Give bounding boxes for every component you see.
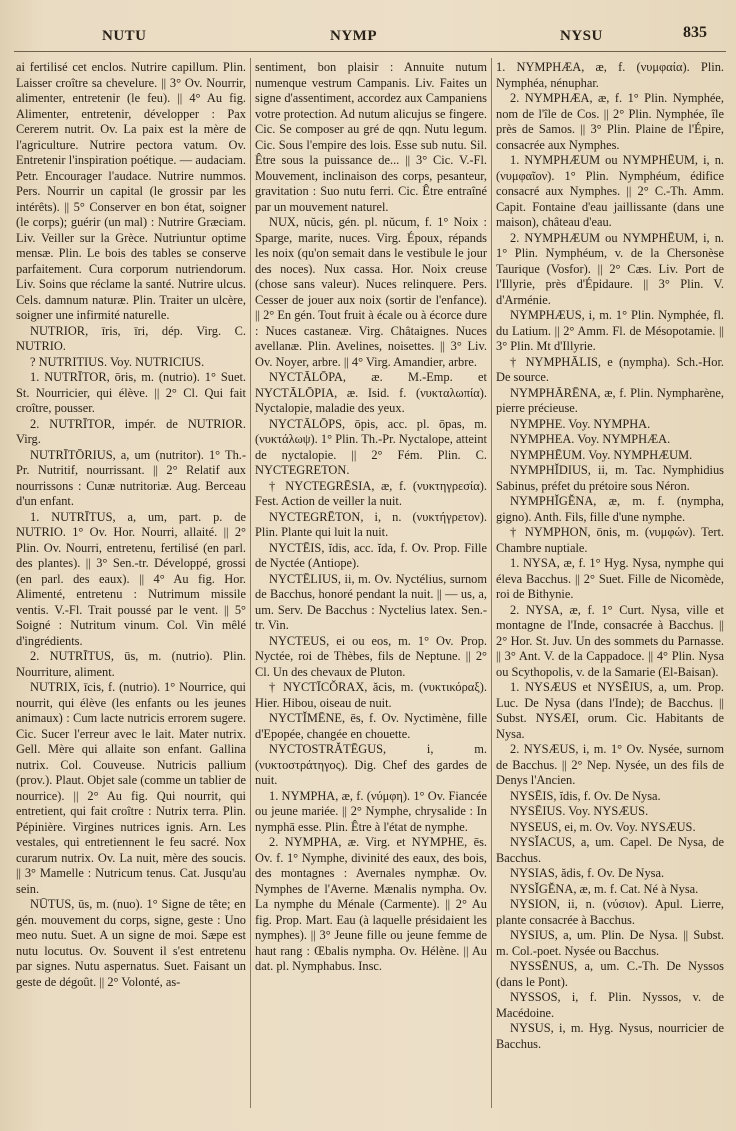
- running-head-right: NYSU: [560, 28, 603, 44]
- dictionary-entry: 1. NYMPHÆA, æ, f. (νυμφαία). Plin. Nymphéa, nénuphar.: [496, 60, 724, 90]
- dictionary-entry: NYSIUS, a, um. Plin. De Nysa. || Subst. m. Col.-poet. Nysée ou Bacchus.: [496, 928, 724, 958]
- dictionary-entry: NYMPHĬDIUS, ii, m. Tac. Nymphidius Sabinus, préfet du prétoire sous Néron.: [496, 463, 724, 493]
- dictionary-entry: NYSUS, i, m. Hyg. Nysus, nourricier de Bacchus.: [496, 1021, 724, 1051]
- dictionary-entry: 2. NYMPHA, æ. Virg. et NYMPHE, ēs. Ov. f. 1° Nymphe, divinité des eaux, des bois, des montagnes : Avernales nymphæ. Ov. Nymphes de l'Averne. Mænalis nympha. Ov. La nymphe du Ménale (Carmente). || 2° Au fig. Prop. Mart. Eau (à laquelle présidaient les nymphes). || 3° Jeune fille ou jeune femme de haut rang : Œbalis nympha. Ov. Hélène. || Au dat. pl. Nymphabus. Insc.: [255, 835, 487, 973]
- dictionary-entry: † NYMPHON, ōnis, m. (νυμφών). Tert. Chambre nuptiale.: [496, 525, 724, 555]
- column-2: [255, 60, 487, 975]
- dictionary-entry: NYCTĀLŌPA, æ. M.-Emp. et NYCTĀLŌPIA, æ. Isid. f. (νυκταλωπία). Nyctalopie, maladie des yeux.: [255, 370, 487, 415]
- dictionary-entry: † NYCTEGRĒSIA, æ, f. (νυκτηγρεσία). Fest. Action de veiller la nuit.: [255, 478, 487, 508]
- dictionary-entry: NYSION, ii, n. (νύσιον). Apul. Lierre, plante consacrée à Bacchus.: [496, 897, 724, 927]
- dictionary-entry: NUTRIX, īcis, f. (nutrio). 1° Nourrice, qui nourrit, qui élève (les enfants ou les jeunes animaux) : Cum lacte nutricis errorem sugere. Cic. Sucer l'erreur avec le lait. Mater nutrix. Gell. Mère qui allaite son enfant. Gallina nutrix. Col. Couveuse. Nutricis pallium (prov.). Plaut. Objet sale (comme un tablier de nourrice). || 2° Au fig. Qui nourrit, qui entretient, qui fait croître : Nutrix terra. Plin. Pépinière. Virgines nutrices ignis. Arn. Les vestales, qui entretiennent le feu sacré. Nox curarum nutrix. Ov. La nuit, mère des soucis. || 3° Mamelle : Nutricum tenus. Cat. Jusqu'au sein.: [16, 680, 246, 896]
- dictionary-entry: NYMPHÆUS, i, m. 1° Plin. Nymphée, fl. du Latium. || 2° Amm. Fl. de Mésopotamie. || 3° Plin. Mt d'Illyrie.: [496, 308, 724, 353]
- dictionary-entry: NYCTOSTRĂTĒGUS, i, m. (νυκτοστράτηγος). Dig. Chef des gardes de nuit.: [255, 742, 487, 787]
- dictionary-entry: 1. NYMPHA, æ, f. (νύμφη). 1° Ov. Fiancée ou jeune mariée. || 2° Nymphe, chrysalide : In nymphā esse. Plin. Être à l'état de nymphe.: [255, 788, 487, 834]
- dictionary-entry: 1. NYMPHÆUM ou NYMPHĒUM, i, n. (νυμφαῖον). 1° Plin. Nymphéum, édifice consacré aux Nymphes. || 2° C.-Th. Amm. Capit. Fontaine d'eau jaillissante (dans une maison), château d'eau.: [496, 153, 724, 229]
- dictionary-entry: NYSSĒNUS, a, um. C.-Th. De Nyssos (dans le Pont).: [496, 959, 724, 989]
- dictionary-entry: † NYCTĪCŎRAX, ăcis, m. (νυκτικόραξ). Hier. Hibou, oiseau de nuit.: [255, 680, 487, 710]
- dictionary-entry: 2. NYMPHÆA, æ, f. 1° Plin. Nymphée, nom de l'île de Cos. || 2° Plin. Nymphée, île près de Samos. || 3° Plin. Plaine de l'Épire, consacrée aux Nymphes.: [496, 91, 724, 152]
- dictionary-entry: 2. NYSA, æ, f. 1° Curt. Nysa, ville et montagne de l'Inde, consacrée à Bacchus. || 2° Hor. St. Juv. Un des sommets du Parnasse. || 3° Ant. V. de la Cappadoce. || 4° Plin. Nysa ou Scythopolis, v. de la Samarie (El-Baisan).: [496, 602, 724, 679]
- dictionary-entry: NYSSOS, i, f. Plin. Nyssos, v. de Macédoine.: [496, 990, 724, 1020]
- dictionary-entry: NŪTUS, ūs, m. (nuo). 1° Signe de tête; en gén. mouvement du corps, signe, geste : Uno meo nutu. Suet. A un signe de moi. Sæpe est nutu locutus. Ov. Souvent il s'est entretenu par signes. Nutu aspernatus. Suet. Faisant un geste de dégoût. || 2° Volonté, as-: [16, 897, 246, 989]
- dictionary-entry: NUX, nŭcis, gén. pl. nŭcum, f. 1° Noix : Sparge, marite, nuces. Virg. Époux, répands les noix (qu'on semait dans le vestibule le jour des noces). Nux cassa. Hor. Noix creuse (chose sans valeur). Nuces relinquere. Pers. Cesser de jouer aux noix (sortir de l'enfance). || 2° En gén. Tout fruit à écale ou à écorce dure : Nuces castaneæ. Virg. Châtaignes. Nuces avellanæ. Plin. Avelines, noisettes. || 3° Liv. Ov. Noyer, arbre. || 4° Virg. Amandier, arbre.: [255, 215, 487, 369]
- dictionary-entry: 2. NUTRĪTUS, ūs, m. (nutrio). Plin. Nourriture, aliment.: [16, 649, 246, 679]
- dictionary-entry: 2. NYMPHÆUM ou NYMPHĒUM, i, n. 1° Plin. Nymphéum, v. de la Chersonèse Taurique (Vosfor). || 2° Cæs. Liv. Port de l'Illyrie, près d'Épidaure. || 3° Plin. V. d'Arménie.: [496, 230, 724, 307]
- dictionary-entry: NYMPHĀRĒNA, æ, f. Plin. Nympharène, pierre précieuse.: [496, 385, 724, 415]
- dictionary-entry: 2. NUTRĪTOR, impér. de NUTRIOR. Virg.: [16, 416, 246, 446]
- dictionary-entry: NYMPHĬGĔNA, æ, m. f. (nympha, gigno). Anth. Fils, fille d'une nymphe.: [496, 494, 724, 524]
- dictionary-entry: NYMPHE. Voy. NYMPHA.: [510, 416, 651, 431]
- dictionary-entry: NYCTĀLŌPS, ōpis, acc. pl. ōpas, m. (νυκτάλωψ). 1° Plin. Th.-Pr. Nyctalope, atteint de nyctalopie. || 2° Fém. Plin. C. NYCTEGRETON.: [255, 416, 487, 477]
- dictionary-entry: 2. NYSÆUS, i, m. 1° Ov. Nysée, surnom de Bacchus. || 2° Nep. Nysée, un des fils de Denys l'Ancien.: [496, 742, 724, 787]
- dictionary-entry: NYSEUS, ei, m. Ov. Voy. NYSÆUS.: [510, 819, 696, 834]
- dictionary-entry: † NYMPHĀLIS, e (nympha). Sch.-Hor. De source.: [496, 354, 724, 384]
- dictionary-entry: NYCTĬMĒNE, ēs, f. Ov. Nyctimène, fille d'Epopée, changée en chouette.: [255, 711, 487, 741]
- dictionary-entry: NYCTEUS, ei ou eos, m. 1° Ov. Prop. Nyctée, roi de Thèbes, fils de Neptune. || 2° Cl. Un des chevaux de Pluton.: [255, 633, 487, 679]
- dictionary-entry: NYSĒIUS. Voy. NYSÆUS.: [510, 804, 649, 818]
- dictionary-entry: NYSĬACUS, a, um. Capel. De Nysa, de Bacchus.: [496, 835, 724, 865]
- column-divider-2: [491, 58, 492, 1108]
- running-head-center: NYMP: [330, 28, 377, 44]
- dictionary-entry: ? NUTRITIUS. Voy. NUTRICIUS.: [30, 354, 205, 369]
- column-3: [496, 60, 724, 1052]
- dictionary-entry: NYCTĒIS, ĭdis, acc. ĭda, f. Ov. Prop. Fille de Nyctée (Antiope).: [255, 540, 487, 570]
- page-number: 835: [683, 24, 707, 41]
- dictionary-entry: NYCTĒLIUS, ii, m. Ov. Nyctélius, surnom de Bacchus, honoré pendant la nuit. || — us, a, um. Serv. De Bacchus : Nyctelius latex. Sen.-tr. Vin.: [255, 571, 487, 632]
- dictionary-entry: 1. NYSÆUS et NYSĒIUS, a, um. Prop. Luc. De Nysa (dans l'Inde); de Bacchus. || Subst. NYSÆI, orum. Cic. Habitants de Nysa.: [496, 680, 724, 741]
- dictionary-entry: ai fertilisé cet enclos. Nutrire capillum. Plin. Laisser croître sa chevelure. || 3° Ov. Nourrir, alimenter, entretenir (le feu). || 4° Au fig. Alimenter, entretenir, développer : Pax Cererem nutrit. Ov. La paix est la mère de l'agriculture. Nutrire pectora vatum. Ov. Entretenir l'inspiration poétique. — audaciam. Petr. Encourager l'audace. Nutrire nummos. Pers. Nourrir un capital (le grossir par les intérêts). || 5° Conserver en bon état, soigner (le corps); guérir (un mal) : Nutrire Græciam. Liv. Veiller sur la Grèce. Nutriuntur optime mensæ. Plin. Le bois des tables se conserve parfaitement. Cura corporum nutriendorum. Liv. Soins que réclame la santé. Nutrire ulcus. Cels. damnum naturæ. Plin. Traiter un ulcère, soigner une infirmité naturelle.: [16, 60, 246, 322]
- dictionary-entry: NUTRIOR, īris, īri, dép. Virg. C. NUTRIO.: [16, 323, 246, 353]
- dictionary-entry: 1. NYSA, æ, f. 1° Hyg. Nysa, nymphe qui éleva Bacchus. || 2° Suet. Fille de Nicomède, roi de Bithynie.: [496, 556, 724, 601]
- dictionary-entry: NYSIAS, ădis, f. Ov. De Nysa.: [510, 866, 665, 880]
- page-header: [0, 24, 736, 50]
- dictionary-entry: NYSĒIS, ĭdis, f. Ov. De Nysa.: [510, 788, 661, 803]
- column-divider-1: [250, 58, 251, 1108]
- column-1: [16, 60, 246, 990]
- header-rule: [14, 51, 726, 52]
- dictionary-entry: NYCTEGRĒTON, i, n. (νυκτήγρετον). Plin. Plante qui luit la nuit.: [255, 509, 487, 539]
- dictionary-entry: sentiment, bon plaisir : Annuite nutum numenque vestrum Campanis. Liv. Faites un signe d'assentiment, accordez aux Campaniens votre protection. Ad nutum alicujus se fingere. Cic. Se composer au gré de qqn. Nutu legum. Cic. Sous l'empire des lois. Esse sub nutu. Sil. Être sous la puissance de... || 3° Cic. V.-Fl. Mouvement, inclinaison des corps, pesanteur, gravitation : Suo nutu ferri. Cic. Être entraîné par un mouvement naturel.: [255, 60, 487, 214]
- dictionary-entry: NUTRĪTŌRIUS, a, um (nutritor). 1° Th.-Pr. Nutritif, nourrissant. || 2° Relatif aux nourrissons : Cunæ nutritoriæ. Aug. Berceau d'un enfant.: [16, 447, 246, 508]
- dictionary-entry: NYMPHEA. Voy. NYMPHÆA.: [510, 432, 671, 446]
- dictionary-entry: 1. NUTRĪTUS, a, um, part. p. de NUTRIO. 1° Ov. Hor. Nourri, allaité. || 2° Plin. Ov. Nourri, entretenu, fertilisé (en parl. des plantes). || 3° Sen.-tr. Développé, grossi (en parl. des eaux). || 4° Au fig. Hor. Alimenté, entretenu : Nutrimum missile ventis. V.-Fl. Trait poussé par le vent. || 5° Soigné : Nutritum vinum. Col. Vin mêlé d'ingrédients.: [16, 509, 246, 648]
- dictionary-entry: NYMPHĒUM. Voy. NYMPHÆUM.: [510, 447, 693, 462]
- dictionary-entry: 1. NUTRĪTOR, ōris, m. (nutrio). 1° Suet. St. Nourricier, qui élève. || 2° Cl. Qui fait croître, pousser.: [16, 370, 246, 415]
- running-head-left: NUTU: [102, 28, 147, 44]
- dictionary-entry: NYSĬGĔNA, æ, m. f. Cat. Né à Nysa.: [510, 881, 699, 896]
